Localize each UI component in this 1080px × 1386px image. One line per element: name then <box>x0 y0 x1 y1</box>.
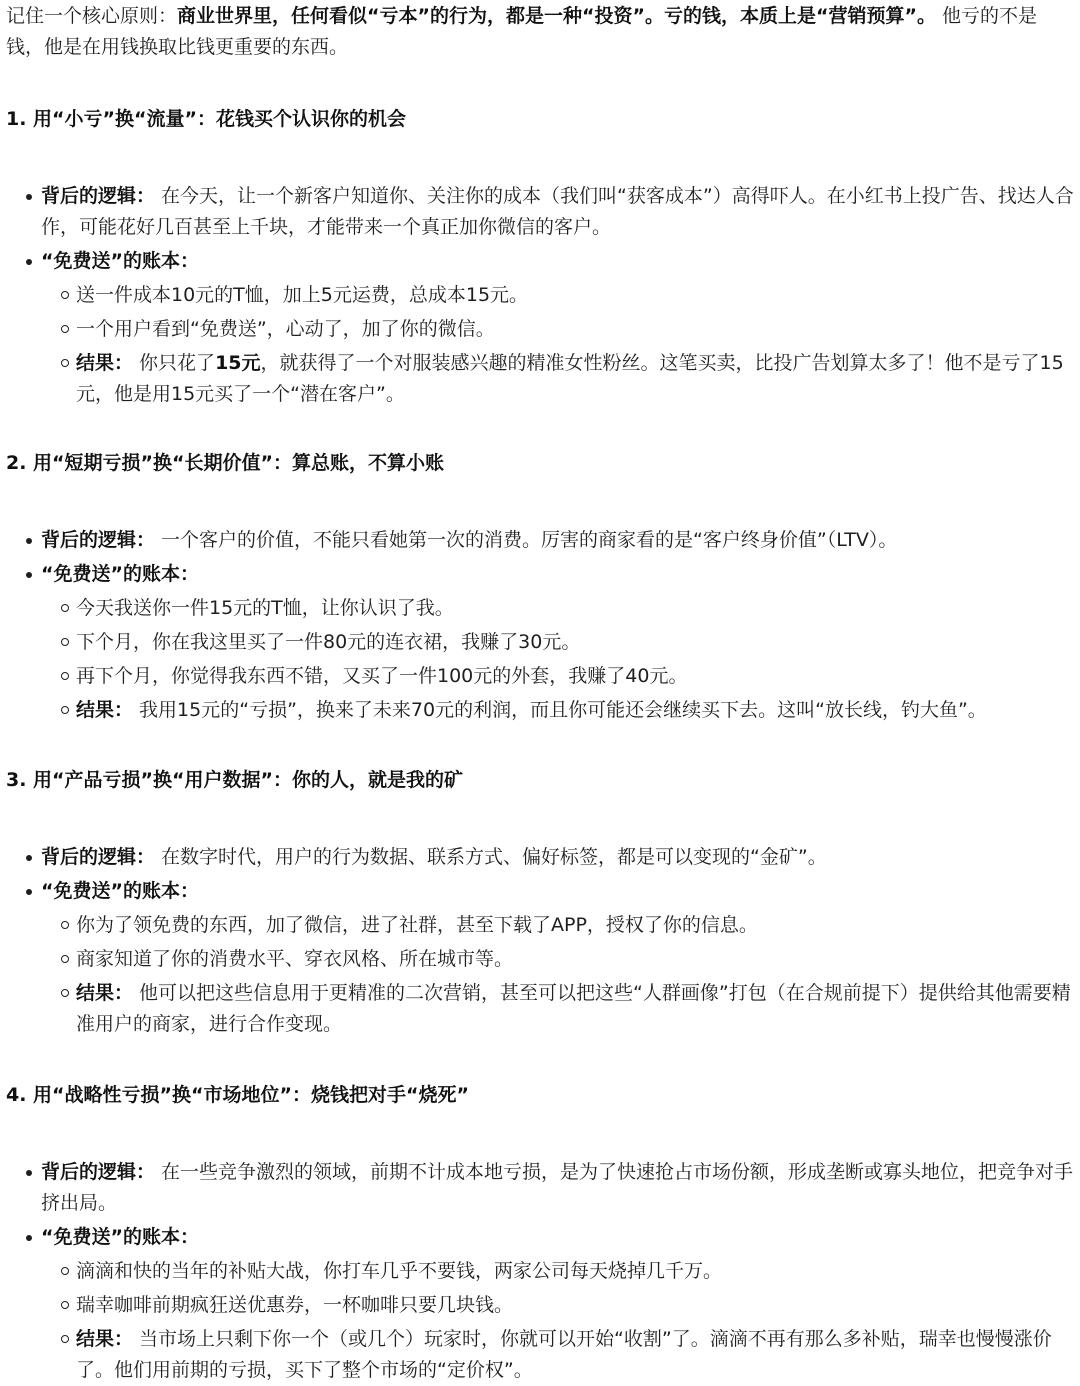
section-heading: 3. 用“产品亏损”换“用户数据”：你的人，就是我的矿 <box>6 769 464 791</box>
list-item <box>41 978 1074 1040</box>
list-item <box>41 1324 1074 1386</box>
section-1 <box>6 104 1074 410</box>
section-list <box>6 525 1074 726</box>
result-label: 结果： <box>76 352 134 374</box>
list-item: 今天我送你一件15元的T恤，让你认识了我。 <box>41 593 1074 624</box>
result-text: 当市场上只剩下你一个（或几个）玩家时，你就可以开始“收割”了。滴滴不再有那么多补贴，瑞幸也慢慢涨价了。他们用前期的亏损，买下了整个市场的“定价权”。 <box>76 1328 1052 1381</box>
list-item: 商家知道了你的消费水平、穿衣风格、所在城市等。 <box>41 944 1074 975</box>
section-heading: 1. 用“小亏”换“流量”：花钱买个认识你的机会 <box>6 108 407 130</box>
result-text: 我用15元的“亏损”，换来了未来70元的利润，而且你可能还会继续买下去。这叫“放长线，钓大鱼”。 <box>133 699 987 721</box>
list-item: 一个用户看到“免费送”，心动了，加了你的微信。 <box>41 314 1074 345</box>
list-item <box>6 559 1074 726</box>
list-item <box>41 348 1074 410</box>
list-item: 瑞幸咖啡前期疯狂送优惠券，一杯咖啡只要几块钱。 <box>41 1290 1074 1321</box>
result-text: 你只花了 <box>133 352 216 374</box>
list-item: 送一件成本10元的T恤，加上5元运费，总成本15元。 <box>41 280 1074 311</box>
list-item <box>6 246 1074 410</box>
intro-bold: 商业世界里，任何看似“亏本”的行为，都是一种“投资”。亏的钱，本质上是“营销预算”。 <box>177 5 936 27</box>
list-item: 滴滴和快的当年的补贴大战，你打车几乎不要钱，两家公司每天烧掉几千万。 <box>41 1256 1074 1287</box>
sub-list <box>41 593 1074 726</box>
section-heading: 4. 用“战略性亏损”换“市场地位”：烧钱把对手“烧死” <box>6 1084 469 1106</box>
ledger-label: “免费送”的账本： <box>41 1226 199 1248</box>
ledger-label: “免费送”的账本： <box>41 880 199 902</box>
list-item <box>41 695 1074 726</box>
section-4 <box>6 1080 1074 1386</box>
logic-text: 在数字时代，用户的行为数据、联系方式、偏好标签，都是可以变现的“金矿”。 <box>155 846 827 868</box>
ledger-label: “免费送”的账本： <box>41 250 199 272</box>
list-item <box>6 181 1074 243</box>
list-item <box>6 876 1074 1040</box>
logic-text: 在今天，让一个新客户知道你、关注你的成本（我们叫“获客成本”）高得吓人。在小红书上投广告、找达人合作，可能花好几百甚至上千块，才能带来一个真正加你微信的客户。 <box>41 185 1074 238</box>
result-label: 结果： <box>76 982 134 1004</box>
intro-paragraph <box>6 1 1074 63</box>
list-item <box>6 1222 1074 1386</box>
list-item: 下个月，你在我这里买了一件80元的连衣裙，我赚了30元。 <box>41 627 1074 658</box>
list-item: 再下个月，你觉得我东西不错，又买了一件100元的外套，我赚了40元。 <box>41 661 1074 692</box>
list-item <box>6 525 1074 556</box>
result-text: 他可以把这些信息用于更精准的二次营销，甚至可以把这些“人群画像”打包（在合规前提下）提供给其他需要精准用户的商家，进行合作变现。 <box>76 982 1071 1035</box>
result-label: 结果： <box>76 699 134 721</box>
logic-label: 背后的逻辑： <box>41 1161 156 1183</box>
intro-prefix: 记住一个核心原则： <box>6 5 178 27</box>
intro-suffix: 他亏的不是钱，他是在用钱换取比钱更重要的东西。 <box>6 5 1037 58</box>
logic-label: 背后的逻辑： <box>41 529 156 551</box>
section-list <box>6 181 1074 410</box>
section-heading: 2. 用“短期亏损”换“长期价值”：算总账，不算小账 <box>6 452 445 474</box>
list-item: 你为了领免费的东西，加了微信，进了社群，甚至下载了APP，授权了你的信息。 <box>41 910 1074 941</box>
logic-text: 在一些竞争激烈的领域，前期不计成本地亏损，是为了快速抢占市场份额，形成垄断或寡头地位，把竞争对手挤出局。 <box>41 1161 1074 1214</box>
logic-label: 背后的逻辑： <box>41 846 156 868</box>
logic-text: 一个客户的价值，不能只看她第一次的消费。厉害的商家看的是“客户终身价值”（LTV）。 <box>155 529 898 551</box>
section-2 <box>6 448 1074 726</box>
section-list <box>6 842 1074 1040</box>
result-label: 结果： <box>76 1328 134 1350</box>
sub-list <box>41 910 1074 1040</box>
logic-label: 背后的逻辑： <box>41 185 156 207</box>
result-emphasis: 15元 <box>215 352 261 374</box>
section-3 <box>6 765 1074 1040</box>
list-item <box>6 1157 1074 1219</box>
sub-list <box>41 280 1074 410</box>
list-item <box>6 842 1074 873</box>
result-text: ，就获得了一个对服装感兴趣的精准女性粉丝。这笔买卖，比投广告划算太多了！他不是亏了15元，他是用15元买了一个“潜在客户”。 <box>76 352 1064 405</box>
sub-list <box>41 1256 1074 1386</box>
ledger-label: “免费送”的账本： <box>41 563 199 585</box>
section-list <box>6 1157 1074 1386</box>
